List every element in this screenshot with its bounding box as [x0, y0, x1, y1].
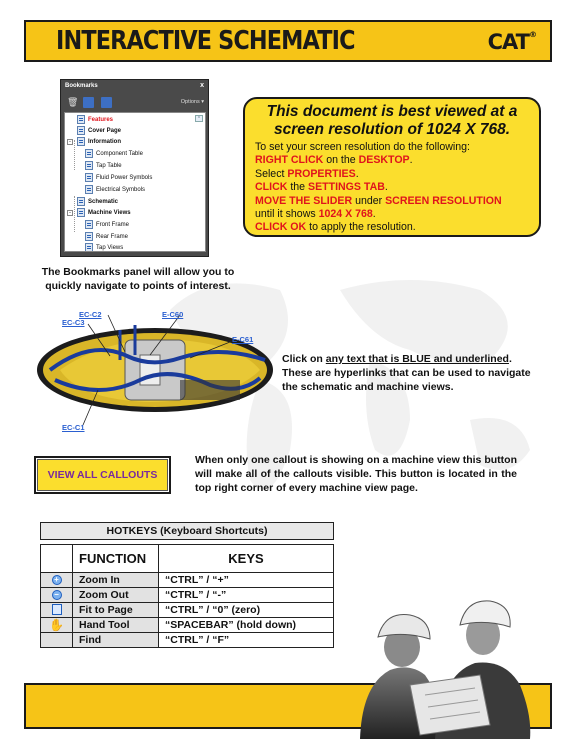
resolution-note-title: This document is best viewed at a screen resolution of 1024 X 768.	[266, 103, 518, 138]
bookmark-features: Features	[77, 115, 113, 126]
callout-ec-c1-link[interactable]: EC-C1	[62, 423, 85, 432]
scroll-up-icon: ⌃	[196, 116, 202, 122]
hotkeys-title: HOTKEYS (Keyboard Shortcuts)	[40, 522, 334, 540]
new-bookmark-icon	[83, 97, 94, 108]
table-row	[41, 573, 334, 588]
page-title: INTERACTIVE SCHEMATIC	[56, 26, 355, 56]
table-row	[41, 633, 334, 648]
zoom-in-icon: +	[52, 575, 62, 585]
step-line: To set your screen resolution do the following:	[255, 141, 470, 153]
bookmark-tap-table: Tap Table	[85, 161, 122, 172]
keys-cell: “CTRL” / “0” (zero)	[159, 603, 334, 618]
bookmarks-tree	[64, 112, 206, 252]
bookmark-machine-views: Machine Views	[77, 208, 131, 219]
trash-icon: 🗑	[67, 97, 79, 107]
function-column-header: FUNCTION	[73, 545, 159, 573]
table-row	[41, 618, 334, 633]
step-line: CLICK the SETTINGS TAB.	[255, 181, 388, 194]
callout-ec-c2-link[interactable]: EC-C2	[79, 310, 102, 319]
function-cell: Zoom In	[73, 573, 159, 588]
keys-cell: “CTRL” / “F”	[159, 633, 334, 648]
keys-cell: “CTRL” / “-”	[159, 588, 334, 603]
bookmarks-panel	[60, 79, 209, 257]
resolution-note	[243, 97, 541, 237]
keys-column-header: KEYS	[159, 545, 334, 573]
bookmarks-caption: The Bookmarks panel will allow you to quickly navigate to points of interest.	[41, 266, 235, 292]
table-row	[41, 588, 334, 603]
callout-ec-c3-link[interactable]: EC-C3	[62, 318, 85, 327]
callout-e-c60-link[interactable]: E-C60	[162, 310, 184, 319]
bookmark-fluid-power-symbols: Fluid Power Symbols	[85, 173, 152, 184]
step-line: RIGHT CLICK on the DESKTOP.	[255, 154, 413, 167]
zoom-out-icon: −	[52, 590, 62, 600]
hotkeys-table	[40, 544, 334, 648]
collapse-icon: -	[69, 210, 71, 216]
hand-icon: ✋	[49, 617, 64, 632]
step-line: Select PROPERTIES.	[255, 167, 359, 180]
bookmarks-panel-header	[61, 80, 208, 94]
expand-bookmark-icon	[101, 97, 112, 108]
function-cell: Find	[73, 633, 159, 648]
cat-logo: CAT®	[487, 30, 536, 54]
step-line: MOVE THE SLIDER under SCREEN RESOLUTION	[255, 194, 502, 207]
function-cell: Hand Tool	[73, 618, 159, 633]
callout-e-c61-link[interactable]: E-C61	[232, 335, 254, 344]
keys-cell: “SPACEBAR” (hold down)	[159, 618, 334, 633]
bookmark-information: Information	[77, 137, 121, 148]
bookmark-tap-views: Tap Views	[85, 243, 123, 252]
close-icon: x	[200, 82, 204, 89]
fit-page-icon	[52, 604, 62, 615]
bookmark-component-table: Component Table	[85, 149, 143, 160]
workers-photo	[340, 575, 535, 739]
bookmark-rear-frame: Rear Frame	[85, 232, 128, 243]
function-cell: Fit to Page	[73, 603, 159, 618]
bookmarks-panel-title: Bookmarks	[65, 83, 98, 89]
icon-column-header	[41, 545, 73, 573]
resolution-steps	[255, 141, 529, 235]
step-line: until it shows 1024 X 768.	[255, 208, 376, 221]
view-all-callouts-button[interactable]: VIEW ALL CALLOUTS	[37, 459, 168, 491]
bookmark-schematic: Schematic	[77, 197, 118, 208]
function-cell: Zoom Out	[73, 588, 159, 603]
view-all-callouts-note: When only one callout is showing on a machine view this button will make all of the callouts visible. This button is located in the top right corner of every machine view page.	[195, 454, 517, 494]
bookmarks-toolbar	[61, 94, 208, 112]
hotkeys-header-row	[41, 545, 334, 573]
bookmarks-options-menu: Options ▾	[180, 99, 204, 105]
header-banner	[24, 20, 552, 62]
bookmark-electrical-symbols: Electrical Symbols	[85, 185, 145, 196]
step-line: CLICK OK to apply the resolution.	[255, 221, 416, 234]
collapse-icon: -	[69, 139, 71, 145]
hyperlink-note: Click on any text that is BLUE and underlined. These are hyperlinks that can be used to navigate the schematic and machine views.	[282, 353, 531, 393]
bookmark-front-frame: Front Frame	[85, 220, 129, 231]
table-row	[41, 603, 334, 618]
bookmark-cover-page: Cover Page	[77, 126, 121, 137]
keys-cell: “CTRL” / “+”	[159, 573, 334, 588]
